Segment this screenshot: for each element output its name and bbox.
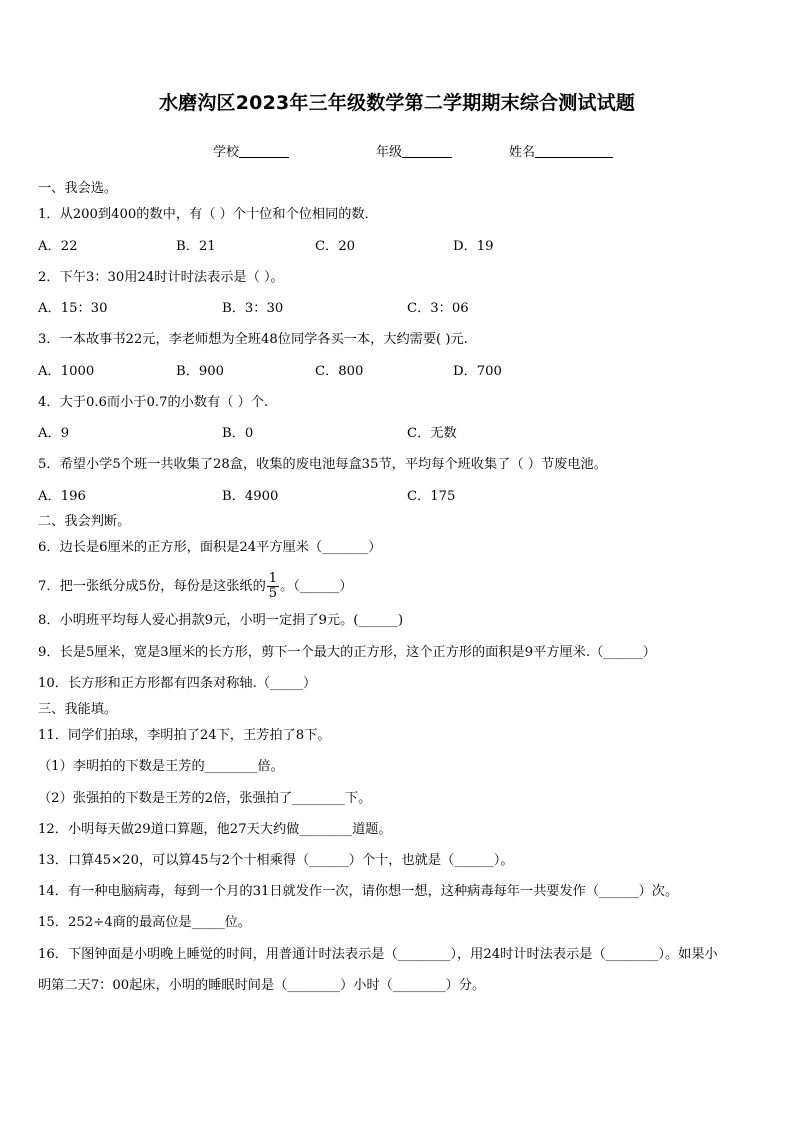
- q4-option-b: B．0: [222, 426, 254, 441]
- question-7-text: 7．把一张纸分成5份，每份是这张纸的: [38, 579, 266, 594]
- fraction: [267, 572, 279, 601]
- question-8: 8．小明班平均每人爱心捐款9元，小明一定捐了9元。(______): [38, 613, 404, 628]
- question-4: 4．大于0.6而小于0.7的小数有（ ）个.: [38, 395, 269, 410]
- section-heading-1: 一、我会选。: [38, 181, 118, 196]
- school-field: [213, 141, 289, 160]
- question-16-line-1: 16．下图钟面是小明晚上睡觉的时间，用普通计时法表示是（________），用24时计时法表示是（________）。如果小: [38, 947, 718, 962]
- q5-option-c: C．175: [407, 489, 456, 504]
- question-9: 9．长是5厘米，宽是3厘米的长方形，剪下一个最大的正方形，这个正方形的面积是9平方厘米.（______）: [38, 645, 656, 660]
- grade-label: 年级: [376, 145, 403, 160]
- question-7-answer: 。（______）: [280, 579, 353, 594]
- q5-option-a: A．196: [38, 489, 86, 504]
- q3-option-d: D．700: [453, 364, 502, 379]
- q3-option-c: C．800: [315, 364, 364, 379]
- q3-option-b: B．900: [176, 364, 225, 379]
- grade-field: [376, 141, 452, 160]
- section-heading-2: 二、我会判断。: [38, 514, 131, 529]
- q1-option-c: C．20: [315, 239, 356, 254]
- q2-option-a: A．15：30: [38, 301, 108, 316]
- question-15: 15．252÷4商的最高位是_____位。: [38, 915, 252, 930]
- q1-option-a: A．22: [38, 239, 78, 254]
- question-6: 6．边长是6厘米的正方形，面积是24平方厘米（_______）: [38, 540, 382, 555]
- grade-blank: [402, 144, 452, 158]
- question-1: 1．从200到400的数中，有（ ）个十位和个位相同的数．: [38, 207, 378, 222]
- question-10: 10．长方形和正方形都有四条对称轴.（_____）: [38, 676, 317, 691]
- q2-option-b: B．3：30: [222, 301, 284, 316]
- section-heading-3: 三、我能填。: [38, 702, 118, 717]
- q2-option-c: C．3：06: [407, 301, 469, 316]
- question-2: 2．下午3：30用24时计时法表示是（ ）。: [38, 270, 284, 285]
- q1-option-d: D．19: [453, 239, 494, 254]
- school-label: 学校: [213, 145, 240, 160]
- school-blank: [239, 144, 289, 158]
- question-16-line-2: 明第二天7：00起床，小明的睡眠时间是（________）小时（________）分。: [38, 978, 486, 993]
- q4-option-c: C．无数: [407, 426, 457, 441]
- question-11-part-2: （2）张强拍的下数是王芳的2倍，张强拍了________下。: [38, 791, 372, 806]
- question-13: 13．口算45×20，可以算45与2个十相乘得（______）个十，也就是（______）。: [38, 853, 514, 868]
- q5-option-b: B．4900: [222, 489, 279, 504]
- name-label: 姓名: [509, 145, 536, 160]
- question-12: 12．小明每天做29道口算题，他27天大约做________道题。: [38, 822, 392, 837]
- question-7: [38, 572, 353, 601]
- q3-option-a: A．1000: [38, 364, 95, 379]
- question-3: 3．一本故事书22元，李老师想为全班48位同学各买一本，大约需要( )元.: [38, 332, 468, 347]
- fraction-numerator: 1: [268, 571, 278, 586]
- fraction-denominator: 5: [268, 586, 278, 601]
- name-field: [509, 141, 613, 160]
- q4-option-a: A．9: [38, 426, 70, 441]
- q1-option-b: B．21: [176, 239, 216, 254]
- page-title: 水磨沟区2023年三年级数学第二学期期末综合测试试题: [158, 92, 636, 114]
- name-blank: [535, 144, 613, 158]
- question-11-part-1: （1）李明拍的下数是王芳的________倍。: [38, 759, 284, 774]
- question-11: 11．同学们拍球，李明拍了24下，王芳拍了8下。: [38, 728, 331, 743]
- question-14: 14．有一种电脑病毒，每到一个月的31日就发作一次，请你想一想，这种病毒每年一共要发作（______）次。: [38, 884, 679, 899]
- question-5: 5．希望小学5个班一共收集了28盒，收集的废电池每盒35节，平均每个班收集了（ ）节废电池。: [38, 457, 607, 472]
